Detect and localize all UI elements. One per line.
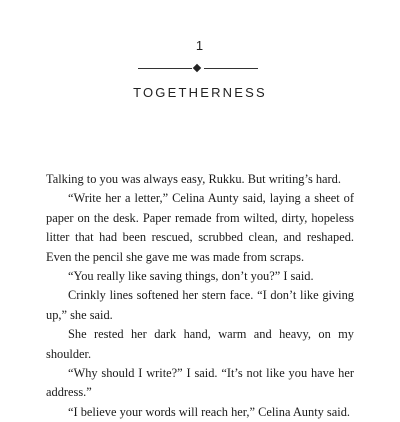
chapter-divider-ornament (138, 64, 258, 74)
paragraph-2: “Write her a letter,” Celina Aunty said, laying a sheet of paper on the desk. Paper remade from wilted, dirty, hopeless litter that had been rescued, scrubbed clean, and reshaped. Even the pencil she gave me was made from scraps. (46, 191, 354, 264)
paragraph-5: She rested her dark hand, warm and heavy, on my shoulder. (46, 327, 354, 361)
diamond-icon (193, 64, 201, 72)
chapter-title: TOGETHERNESS (133, 85, 267, 100)
paragraph-7: “I believe your words will reach her,” Celina Aunty said. (68, 404, 350, 419)
paragraph-6: “Why should I write?” I said. “It’s not like you have her address.” (46, 366, 354, 400)
divider-line-right (204, 68, 258, 69)
divider-line-left (138, 68, 192, 69)
chapter-number: 1 (195, 38, 205, 53)
body-text (46, 170, 354, 422)
paragraph-1: Talking to you was always easy, Rukku. But writing’s hard. (46, 172, 341, 186)
paragraph-4: Crinkly lines softened her stern face. “I don’t like giving up,” she said. (46, 288, 354, 322)
paragraph-3: “You really like saving things, don’t you?” I said. (68, 269, 314, 284)
